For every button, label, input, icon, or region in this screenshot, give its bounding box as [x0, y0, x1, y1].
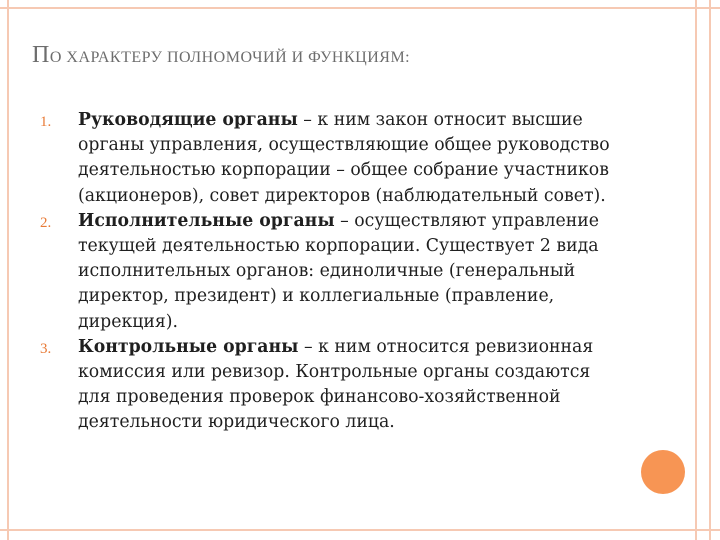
item-number: 2.	[40, 214, 52, 231]
frame-line-bottom	[0, 529, 720, 531]
item-term: Исполнительные органы	[78, 210, 335, 231]
item-term: Контрольные органы	[78, 336, 299, 357]
slide-title	[32, 42, 410, 69]
item-number: 1.	[40, 114, 52, 130]
item-text: – к ним закон относит высшие органы управления, осуществляющие общее руководство деятельностью корпорации – общее собрание участников (акционеров), совет директоров (наблюдательный совет).	[78, 110, 610, 206]
title-rest: О ХАРАКТЕРУ ПОЛНОМОЧИЙ И ФУНКЦИЯМ:	[49, 49, 411, 66]
frame-line-right-inner	[695, 0, 697, 540]
frame-line-top	[0, 7, 720, 9]
item-number: 3.	[40, 340, 52, 357]
numbered-list	[40, 108, 628, 436]
title-initial: П	[32, 42, 50, 68]
list-item-2	[40, 209, 628, 335]
frame-line-right-outer	[709, 0, 711, 540]
list-item-1	[40, 108, 628, 209]
list-item-3	[40, 335, 628, 436]
decorative-circle	[641, 450, 685, 494]
item-term: Руководящие органы	[78, 110, 298, 130]
item-text: – к ним относится ревизионная комиссия или ревизор. Контрольные органы создаются для проведения проверок финансово-хозяйственной деятельности юридического лица.	[78, 336, 594, 433]
item-text: – осуществляют управление текущей деятельностью корпорации. Существует 2 вида исполнительных органов: единоличные (генеральный директор, президент) и коллегиальные (правление, дирекция).	[78, 210, 600, 332]
frame-line-left	[7, 0, 9, 540]
